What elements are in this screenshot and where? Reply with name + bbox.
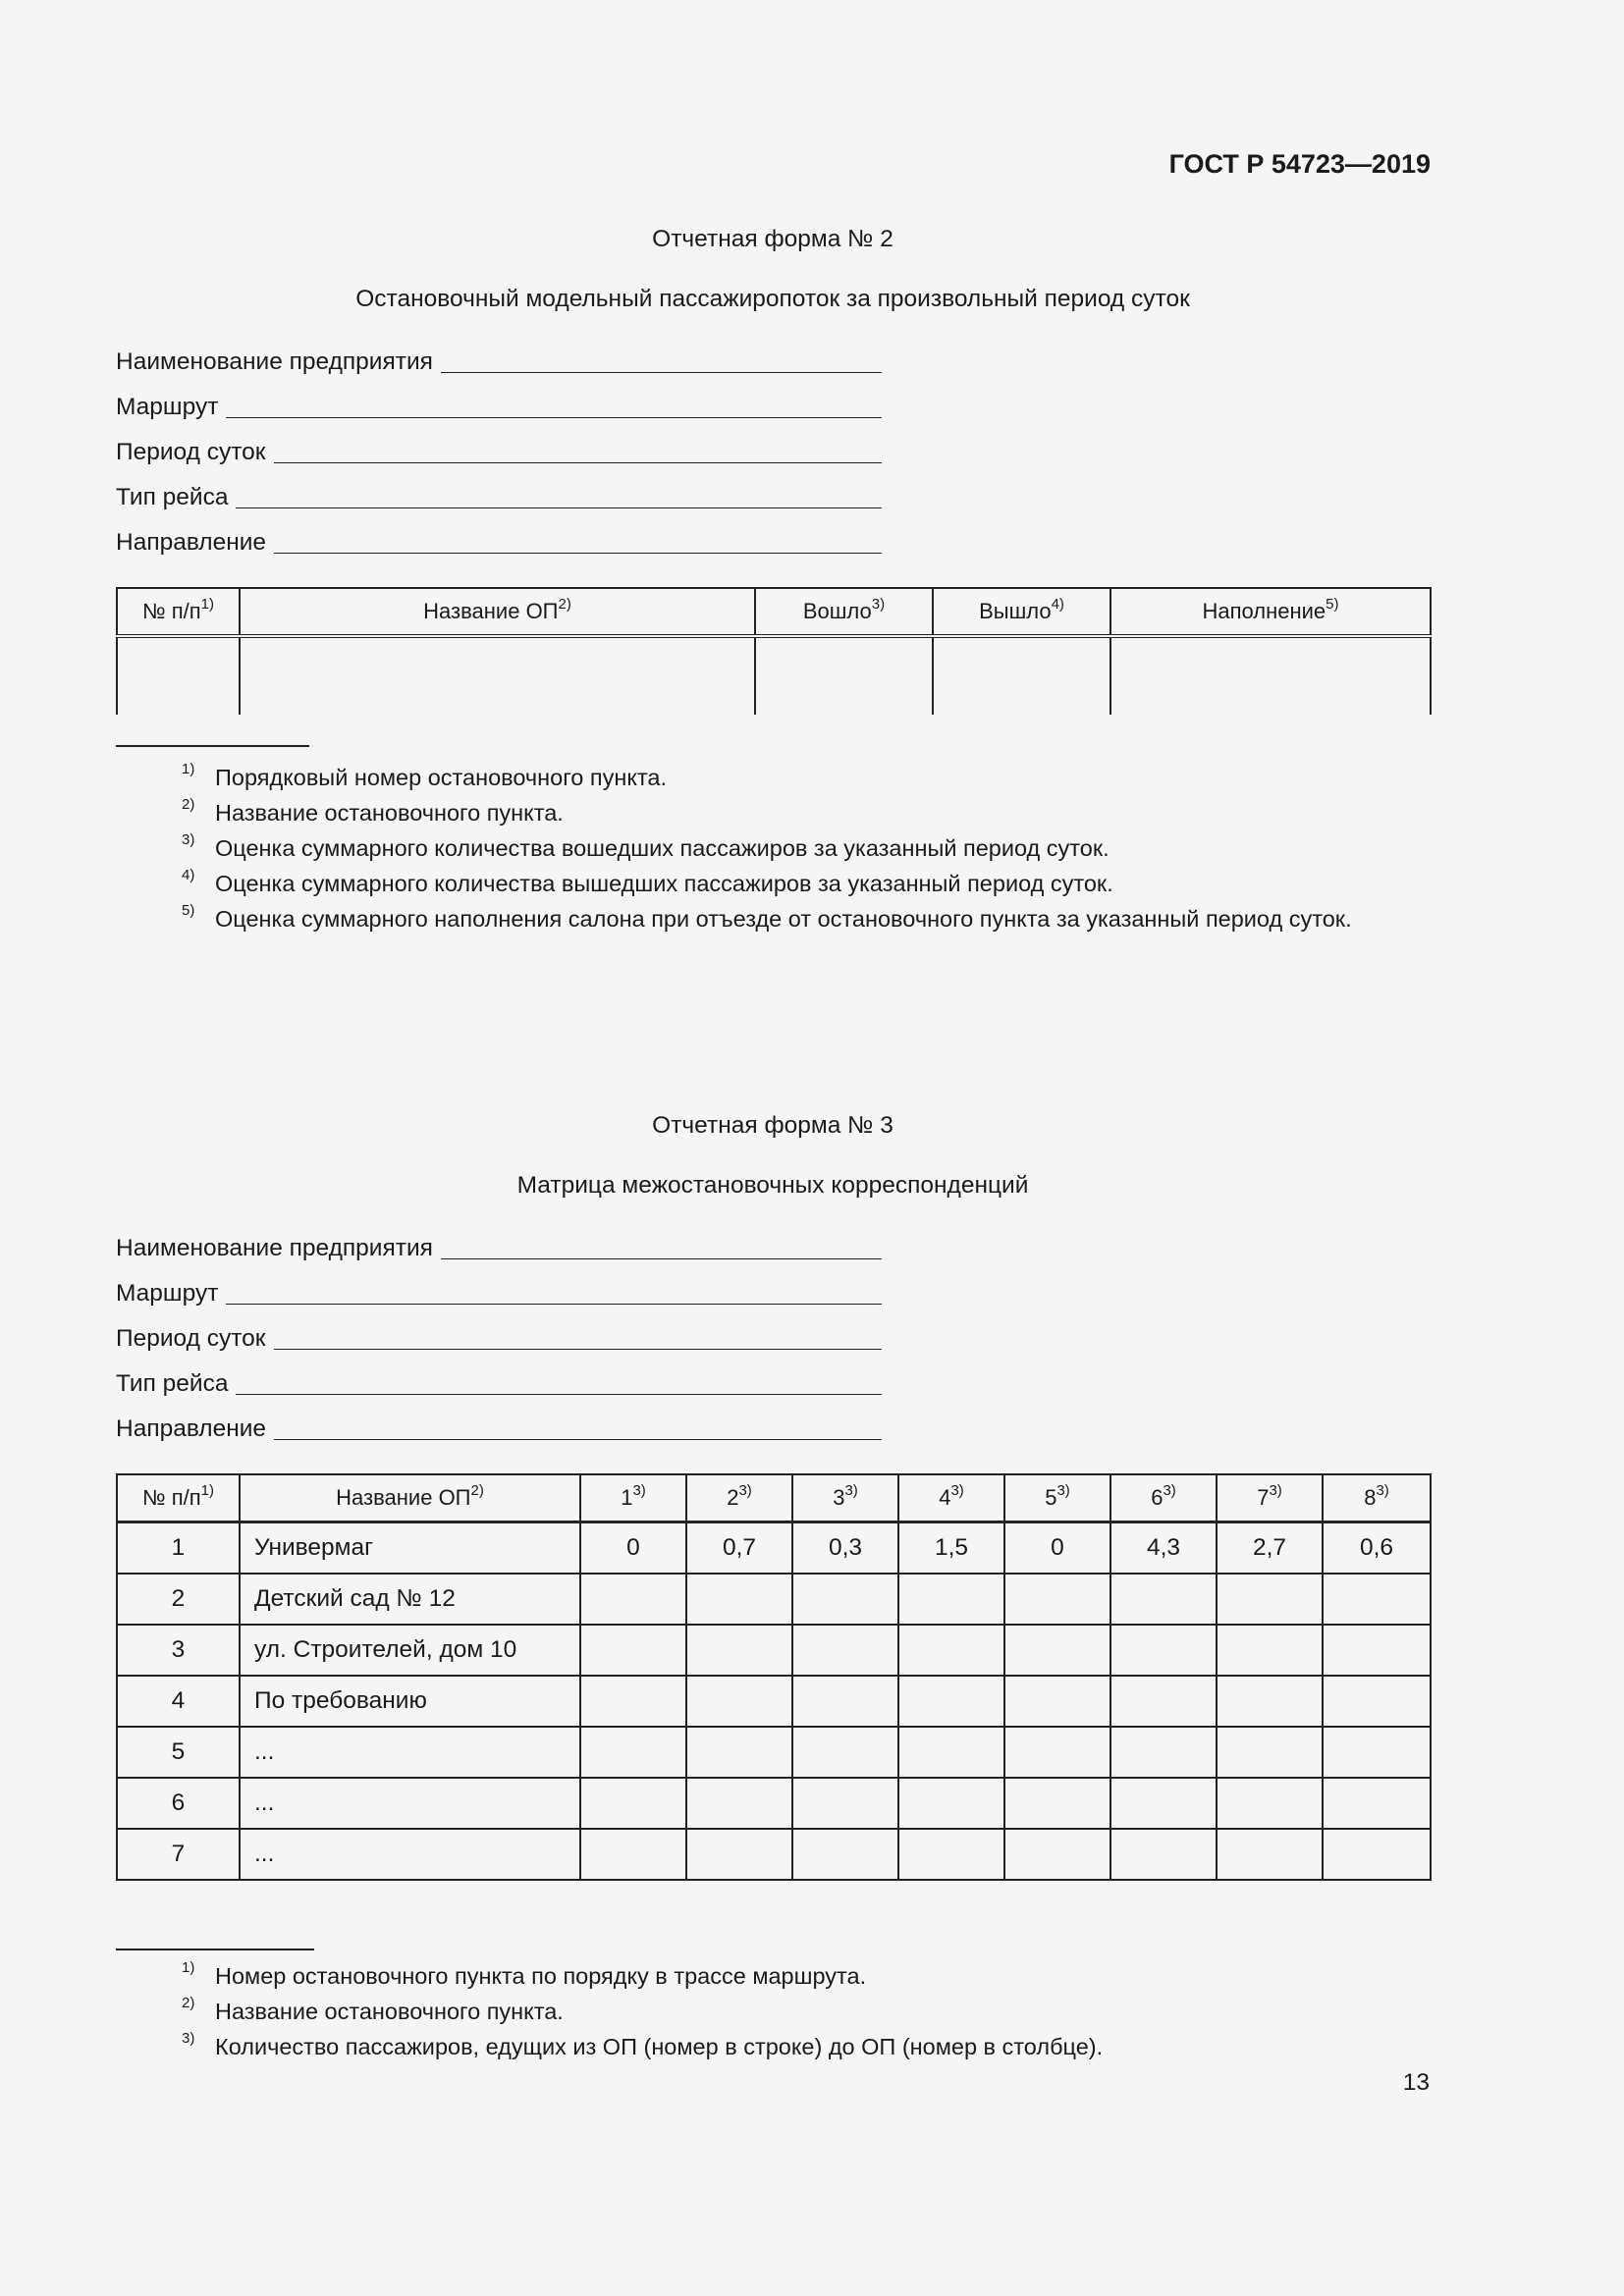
column-header-stop: 4$^{3)}$ <box>898 1474 1004 1522</box>
footnote-mark: 1) <box>182 1959 195 1976</box>
matrix-value-cell[interactable] <box>1004 1727 1110 1778</box>
blank-line <box>236 1372 882 1395</box>
stop-name-cell: ул. Строителей, дом 10 <box>240 1625 580 1676</box>
table-header-row <box>117 588 1431 636</box>
column-header-load: Наполнение$^{5)}$ <box>1110 588 1431 636</box>
matrix-value-cell[interactable]: 0 <box>580 1522 686 1575</box>
matrix-value-cell[interactable] <box>686 1625 792 1676</box>
table-row <box>117 1829 1431 1880</box>
column-header-stop: 1$^{3)}$ <box>580 1474 686 1522</box>
table-cell[interactable] <box>240 636 755 715</box>
footnote-text: Количество пассажиров, едущих из ОП (номер в строке) до ОП (номер в столбце). <box>215 2034 1104 2059</box>
matrix-value-cell[interactable] <box>792 1676 898 1727</box>
column-header-stop-name: Название ОП$^{2)}$ <box>240 1474 580 1522</box>
matrix-value-cell[interactable] <box>580 1829 686 1880</box>
column-header-alighted: Вышло$^{4)}$ <box>933 588 1110 636</box>
field-label: Тип рейса <box>116 484 229 510</box>
matrix-value-cell[interactable] <box>1323 1676 1431 1727</box>
blank-line <box>441 350 882 373</box>
form3-field-trip-type[interactable] <box>116 1365 882 1399</box>
table-row <box>117 1676 1431 1727</box>
field-label: Наименование предприятия <box>116 1235 433 1261</box>
matrix-value-cell[interactable] <box>792 1727 898 1778</box>
matrix-value-cell[interactable]: 1,5 <box>898 1522 1004 1575</box>
matrix-value-cell[interactable] <box>898 1574 1004 1625</box>
matrix-value-cell[interactable] <box>1323 1625 1431 1676</box>
matrix-value-cell[interactable] <box>686 1727 792 1778</box>
matrix-value-cell[interactable] <box>1004 1778 1110 1829</box>
column-header-boarded: Вошло$^{3)}$ <box>755 588 933 636</box>
blank-line <box>226 1282 882 1305</box>
field-label: Период суток <box>116 439 266 465</box>
matrix-value-cell[interactable] <box>792 1574 898 1625</box>
blank-line <box>274 1417 882 1440</box>
form3-field-period[interactable] <box>116 1320 882 1354</box>
document-code: ГОСТ Р 54723—2019 <box>1168 149 1431 179</box>
matrix-value-cell[interactable] <box>1217 1778 1323 1829</box>
footnote-mark: 3) <box>182 831 195 848</box>
footnote-mark: 1) <box>182 761 195 777</box>
matrix-value-cell[interactable] <box>580 1574 686 1625</box>
matrix-value-cell[interactable] <box>1323 1829 1431 1880</box>
matrix-value-cell[interactable]: 0 <box>1004 1522 1110 1575</box>
matrix-value-cell[interactable] <box>792 1829 898 1880</box>
matrix-value-cell[interactable] <box>898 1676 1004 1727</box>
column-header-stop: 8$^{3)}$ <box>1323 1474 1431 1522</box>
column-header-number: № $п/п^{1)}$ <box>117 588 240 636</box>
matrix-value-cell[interactable] <box>1004 1625 1110 1676</box>
matrix-value-cell[interactable] <box>1110 1727 1217 1778</box>
matrix-value-cell[interactable] <box>1004 1676 1110 1727</box>
column-header-stop: 3$^{3)}$ <box>792 1474 898 1522</box>
form2-field-period[interactable] <box>116 434 882 467</box>
table-row <box>117 1522 1431 1575</box>
matrix-value-cell[interactable] <box>792 1778 898 1829</box>
blank-line <box>274 441 882 463</box>
form3-field-enterprise[interactable] <box>116 1230 882 1263</box>
row-number-cell: 2 <box>117 1574 240 1625</box>
stop-name-cell: Универмаг <box>240 1522 580 1575</box>
footnote-mark: 2) <box>182 796 195 813</box>
footnote-text: Оценка суммарного количества вышедших пассажиров за указанный период суток. <box>215 871 1113 896</box>
matrix-value-cell[interactable]: 0,3 <box>792 1522 898 1575</box>
table-cell[interactable] <box>933 636 1110 715</box>
matrix-value-cell[interactable] <box>1004 1829 1110 1880</box>
matrix-value-cell[interactable] <box>686 1829 792 1880</box>
column-header-stop: 2$^{3)}$ <box>686 1474 792 1522</box>
column-header-stop: 5$^{3)}$ <box>1004 1474 1110 1522</box>
stop-name-cell: По требованию <box>240 1676 580 1727</box>
table-cell[interactable] <box>1110 636 1431 715</box>
row-number-cell: 5 <box>117 1727 240 1778</box>
table-row <box>117 1778 1431 1829</box>
form2-field-enterprise[interactable] <box>116 344 882 377</box>
field-label: Наименование предприятия <box>116 348 433 375</box>
form2-title: Отчетная форма № 2 <box>652 226 893 252</box>
form2-field-direction[interactable] <box>116 524 882 558</box>
table-row <box>117 1574 1431 1625</box>
matrix-value-cell[interactable] <box>686 1778 792 1829</box>
column-header-stop: 7$^{3)}$ <box>1217 1474 1323 1522</box>
field-label: Тип рейса <box>116 1370 229 1397</box>
stop-name-cell: ... <box>240 1778 580 1829</box>
form2-field-route[interactable] <box>116 389 882 422</box>
matrix-value-cell[interactable]: 0,6 <box>1323 1522 1431 1575</box>
matrix-value-cell[interactable] <box>1110 1829 1217 1880</box>
field-label: Направление <box>116 529 267 556</box>
matrix-value-cell[interactable] <box>1217 1574 1323 1625</box>
stop-name-cell: Детский сад № 12 <box>240 1574 580 1625</box>
column-header-number: № $п/п^{1)}$ <box>117 1474 240 1522</box>
table-cell[interactable] <box>755 636 933 715</box>
matrix-value-cell[interactable] <box>1110 1778 1217 1829</box>
matrix-value-cell[interactable] <box>792 1625 898 1676</box>
matrix-value-cell[interactable] <box>898 1778 1004 1829</box>
matrix-value-cell[interactable] <box>1323 1574 1431 1625</box>
form3-title: Отчетная форма № 3 <box>652 1112 893 1139</box>
row-number-cell: 7 <box>117 1829 240 1880</box>
matrix-value-cell[interactable] <box>580 1727 686 1778</box>
matrix-value-cell[interactable] <box>1110 1574 1217 1625</box>
matrix-value-cell[interactable] <box>686 1676 792 1727</box>
field-label: Направление <box>116 1415 267 1442</box>
matrix-value-cell[interactable] <box>1110 1625 1217 1676</box>
matrix-value-cell[interactable]: 0,7 <box>686 1522 792 1575</box>
matrix-value-cell[interactable] <box>1217 1727 1323 1778</box>
matrix-value-cell[interactable] <box>1110 1676 1217 1727</box>
matrix-value-cell[interactable] <box>1323 1778 1431 1829</box>
table-header-row <box>117 1474 1431 1522</box>
table-cell[interactable] <box>117 636 240 715</box>
correspondence-matrix-table <box>116 1473 1432 1881</box>
matrix-value-cell[interactable] <box>1217 1625 1323 1676</box>
matrix-value-cell[interactable] <box>1323 1727 1431 1778</box>
form2-subtitle: Остановочный модельный пассажиропоток за произвольный период суток <box>355 286 1190 312</box>
form3-field-direction[interactable] <box>116 1411 882 1444</box>
column-header-stop: 6$^{3)}$ <box>1110 1474 1217 1522</box>
footnote-mark: 4) <box>182 867 195 883</box>
footnote-text: Оценка суммарного количества вошедших пассажиров за указанный период суток. <box>215 835 1110 861</box>
footnote-separator <box>116 1949 314 1950</box>
footnote-mark: 3) <box>182 2030 195 2047</box>
footnote-separator <box>116 745 309 747</box>
table-row <box>117 636 1431 715</box>
stop-name-cell: ... <box>240 1829 580 1880</box>
blank-line <box>274 531 882 554</box>
matrix-value-cell[interactable] <box>1217 1676 1323 1727</box>
matrix-value-cell[interactable]: 2,7 <box>1217 1522 1323 1575</box>
matrix-value-cell[interactable] <box>1217 1829 1323 1880</box>
field-label: Маршрут <box>116 1280 219 1307</box>
matrix-value-cell[interactable] <box>1004 1574 1110 1625</box>
field-label: Маршрут <box>116 394 219 420</box>
row-number-cell: 6 <box>117 1778 240 1829</box>
column-header-stop-name: Название ОП$^{2)}$ <box>240 588 755 636</box>
blank-line <box>274 1327 882 1350</box>
footnote-mark: 2) <box>182 1995 195 2011</box>
footnote-text: Номер остановочного пункта по порядку в трассе маршрута. <box>215 1963 867 1989</box>
footnote-text: Название остановочного пункта. <box>215 800 564 826</box>
row-number-cell: 1 <box>117 1522 240 1575</box>
footnote-text: Название остановочного пункта. <box>215 1999 564 2024</box>
matrix-value-cell[interactable] <box>898 1829 1004 1880</box>
form3-subtitle: Матрица межостановочных корреспонденций <box>516 1172 1029 1199</box>
footnote-mark: 5) <box>182 902 195 919</box>
footnote-text: Оценка суммарного наполнения салона при отъезде от остановочного пункта за указанный период суток. <box>215 906 1352 932</box>
footnote-text: Порядковый номер остановочного пункта. <box>215 765 667 790</box>
row-number-cell: 4 <box>117 1676 240 1727</box>
matrix-value-cell[interactable] <box>580 1778 686 1829</box>
form2-table <box>116 587 1432 715</box>
blank-line <box>236 486 882 508</box>
table-row <box>117 1625 1431 1676</box>
stop-name-cell: ... <box>240 1727 580 1778</box>
blank-line <box>226 396 882 418</box>
matrix-value-cell[interactable]: 4,3 <box>1110 1522 1217 1575</box>
page-number: 13 <box>1402 2069 1430 2096</box>
table-row <box>117 1727 1431 1778</box>
form3-field-route[interactable] <box>116 1275 882 1308</box>
matrix-value-cell[interactable] <box>580 1625 686 1676</box>
blank-line <box>441 1237 882 1259</box>
form2-field-trip-type[interactable] <box>116 479 882 512</box>
matrix-value-cell[interactable] <box>686 1574 792 1625</box>
matrix-value-cell[interactable] <box>580 1676 686 1727</box>
field-label: Период суток <box>116 1325 266 1352</box>
matrix-value-cell[interactable] <box>898 1727 1004 1778</box>
row-number-cell: 3 <box>117 1625 240 1676</box>
matrix-value-cell[interactable] <box>898 1625 1004 1676</box>
